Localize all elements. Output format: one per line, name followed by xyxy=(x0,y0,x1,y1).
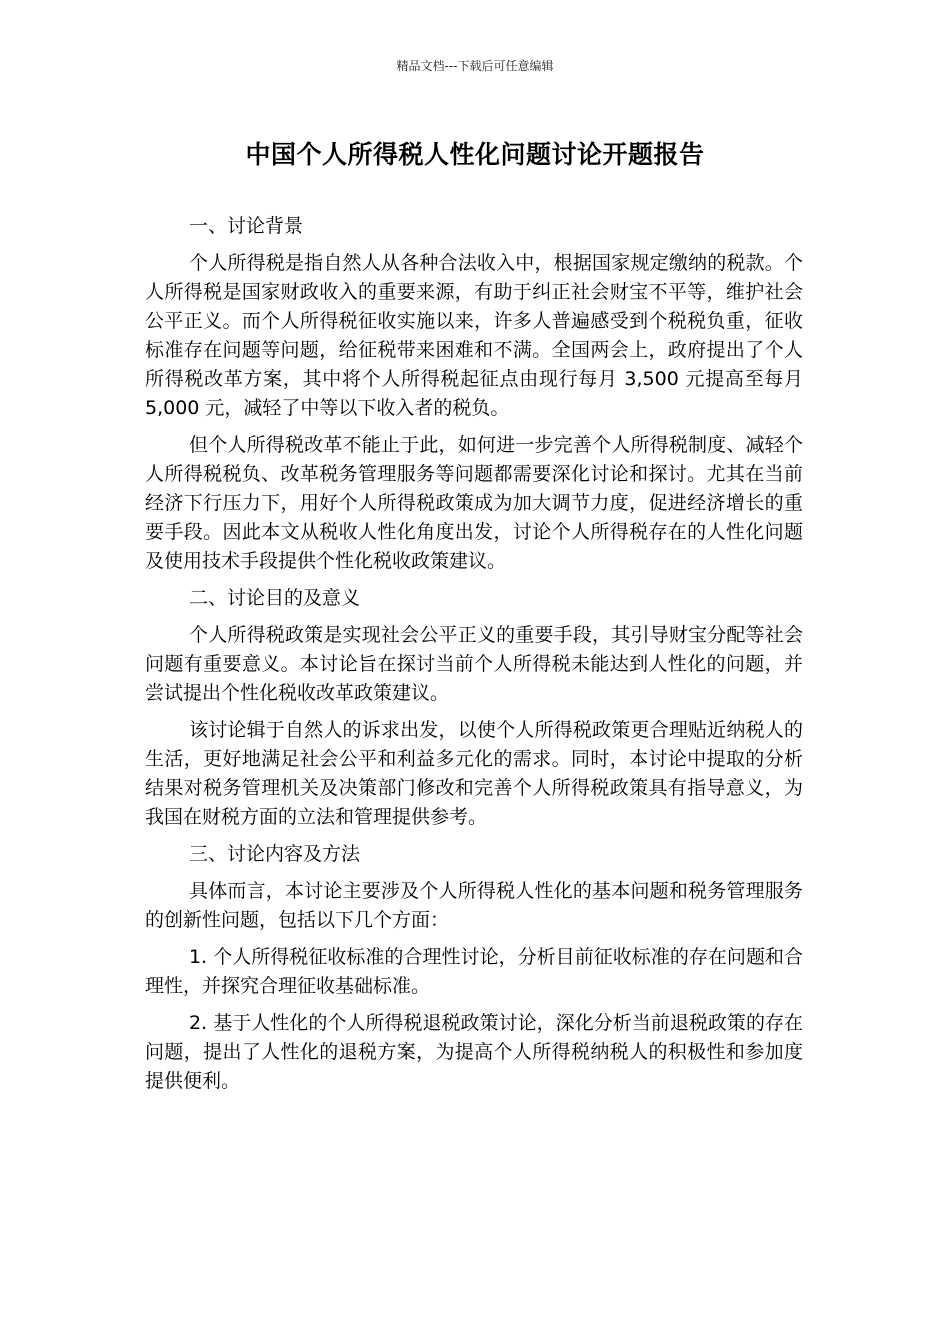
section-heading-methods: 三、讨论内容及方法 xyxy=(189,843,361,865)
paragraph: 该讨论辑于自然人的诉求出发，以使个人所得税政策更合理贴近纳税人的生活，更好地满足社会公平和利益多元化的需求。同时，本讨论中提取的分析结果对税务管理机关及决策部门修改和完善个人所得税政策具有指导意义，为我国在财税方面的立法和管理提供参考。 xyxy=(145,719,803,828)
document-title: 中国个人所得税人性化问题讨论开题报告 xyxy=(245,140,705,169)
paragraph: 个人所得税是指自然人从各种合法收入中，根据国家规定缴纳的税款。个人所得税是国家财政收入的重要来源，有助于纠正社会财宝不平等，维护社会公平正义。而个人所得税征收实施以来，许多人普遍感受到个税税负重，征收标准存在问题等问题，给征税带来困难和不满。全国两会上，政府提出了个人所得税改革方案，其中将个人所得税起征点由现行每月 3,500 元提高至每月 5,000 元，减轻了中等以下收入者的税负。 xyxy=(145,252,803,419)
paragraph: 但个人所得税改革不能止于此，如何进一步完善个人所得税制度、减轻个人所得税税负、改革税务管理服务等问题都需要深化讨论和探讨。尤其在当前经济下行压力下，用好个人所得税政策成为加大调节力度，促进经济增长的重要手段。因此本文从税收人性化角度出发，讨论个人所得税存在的人性化问题及使用技术手段提供个性化税收政策建议。 xyxy=(145,434,803,572)
page-header: 精品文档---下载后可任意编辑 xyxy=(396,59,554,73)
paragraph: 个人所得税政策是实现社会公平正义的重要手段，其引导财宝分配等社会问题有重要意义。本讨论旨在探讨当前个人所得税未能达到人性化的问题，并尝试提出个性化税收改革政策建议。 xyxy=(145,624,803,704)
document-body xyxy=(145,212,803,1104)
list-item: 2. 基于人性化的个人所得税退税政策讨论，深化分析当前退税政策的存在问题，提出了人性化的退税方案，为提高个人所得税纳税人的积极性和参加度提供便利。 xyxy=(145,1012,803,1092)
section-heading-background: 一、讨论背景 xyxy=(189,215,304,237)
paragraph: 具体而言，本讨论主要涉及个人所得税人性化的基本问题和税务管理服务的创新性问题，包括以下几个方面： xyxy=(145,880,803,931)
section-heading-purpose: 二、讨论目的及意义 xyxy=(189,587,361,609)
list-item: 1. 个人所得税征收标准的合理性讨论，分析目前征收标准的存在问题和合理性，并探究合理征收基础标准。 xyxy=(145,946,803,997)
